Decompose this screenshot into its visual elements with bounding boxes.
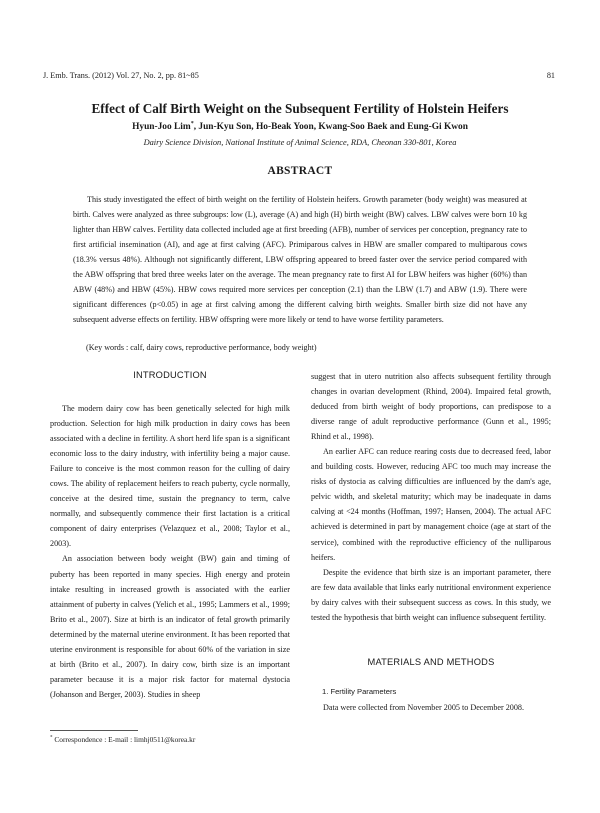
left-column (50, 401, 290, 702)
correspondence-footnote (50, 735, 195, 744)
keywords: (Key words : calf, dairy cows, reproductive performance, body weight) (86, 343, 317, 352)
author-affiliation: Dairy Science Division, National Institute of Animal Science, RDA, Cheonan 330-801, Korea (143, 138, 457, 147)
abstract-heading: ABSTRACT (267, 165, 333, 177)
corresponding-mark: * (190, 121, 194, 127)
running-head (43, 71, 555, 80)
intro-paragraph-1: The modern dairy cow has been genetically selected for high milk production. Selection for high milk production in dairy cows has been associated with a decline in fertility. A short herd life span is a significant economic loss to the dairy industry, with infertility being a major cause. Failure to conceive is the most common reason for the culling of dairy cows. The ability of replacement heifers to reach puberty, cycle normally, conceive at the desired time, sustain the pregnancy to term, calve normally, and subsequently commence their first lactation is a critical component of dairy enterprises (Velazquez et al., 2008; Taylor et al., 2003). (50, 404, 290, 549)
intro-paragraph-4: An earlier AFC can reduce rearing costs due to decreased feed, labor and building costs. However, reducing AFC too much may increase the risks of dystocia as calving difficulties are influenced by the dam's age, pelvic width, and skeletal maturity; which may be inadequate in dams calving at <24 months (Hoffman, 1997; Hansen, 2004). The actual AFC achieved is determined in part by management choice (age at start of the service), combined with the reproductive efficiency of the nulliparous heifers. (311, 447, 551, 562)
footnote-text: Correspondence : E-mail : limhj0511@korea.kr (52, 735, 196, 744)
abstract-text: This study investigated the effect of birth weight on the fertility of Holstein heifers. Growth parameter (body weight) was measured at birth. Calves were analyzed as three subgroups: low (L), average (A) and high (H) birth weight (BW) calves. LBW calves were born 10 kg lighter than HBW calves. Fertility data collected included age at first breeding (AFB), number of services per conception, pregnancy rate to first artificial insemination (AI), and age at first calving (AFC). Primiparous calves in HBW are smaller compared to multiparous cows (18.3% versus 48%). Although not significantly different, LBW offspring appeared to breed faster over the service period compared with the ABW offspring that bred three weeks later on the average. The mean pregnancy rate to first AI for LBW heifers was higher (60%) than ABW (48%) and HBW (45%). HBW cows required more services per conception (2.1) than the LBW (1.7) and ABW (1.9). There were significant differences (p<0.05) in age at first calving among the different calving birth weights. Smaller birth size did not have any subsequent adverse effects on fertility. HBW offspring were more likely or tend to have worse fertility parameters. (73, 195, 527, 324)
methods-heading: MATERIALS AND METHODS (367, 657, 495, 667)
intro-paragraph-5: Despite the evidence that birth size is an important parameter, there are few data available that links early nutritional environment experience by dairy calves with their subsequent success as cows. In this study, we tested the hypothesis that birth weight can influence subsequent fertility. (311, 567, 551, 622)
intro-paragraph-3: suggest that in utero nutrition also affects subsequent fertility through changes in ovarian development (Rhind, 2004). Impaired fetal growth, deduced from birth weight of body proportions, can predispose to a diverse range of adult reproductive performance (Gunn et al., 1995; Rhind et al., 1998). (311, 372, 551, 442)
first-author: Hyun-Joo Lim (132, 122, 191, 133)
other-authors: , Jun-Kyu Son, Ho-Beak Yoon, Kwang-Soo Baek and Eung-Gi Kwon (193, 122, 468, 133)
footnote-mark: * (50, 735, 53, 741)
methods-paragraph: Data were collected from November 2005 to December 2008. (323, 703, 525, 712)
paper-title: Effect of Calf Birth Weight on the Subsequent Fertility of Holstein Heifers (91, 101, 509, 116)
introduction-heading: INTRODUCTION (133, 370, 207, 380)
intro-paragraph-2: An association between body weight (BW) gain and timing of puberty has been reported in many species. High energy and protein intake resulting in increased growth is associated with the earlier attainment of puberty in calves (Yelich et al., 1995; Lammers et al., 1999; Brito et al., 2007). Size at birth is an indicator of fetal growth primarily determined by the maternal uterine environment. It has been reported that uterine environment is responsible for about 60% of the variation in size at birth (Brito et al., 2007). In dairy cow, birth size is an important parameter because it is a major risk factor for maternal dystocia (Johanson and Berger, 2003). Studies in sheep (50, 554, 290, 699)
fertility-parameters-subheading: 1. Fertility Parameters (322, 687, 397, 696)
right-column (311, 369, 551, 625)
page-number: 81 (546, 71, 555, 80)
footnote-divider (50, 730, 138, 731)
author-list (30, 121, 570, 132)
journal-citation: J. Emb. Trans. (2012) Vol. 27, No. 2, pp. 81~85 (43, 71, 199, 80)
